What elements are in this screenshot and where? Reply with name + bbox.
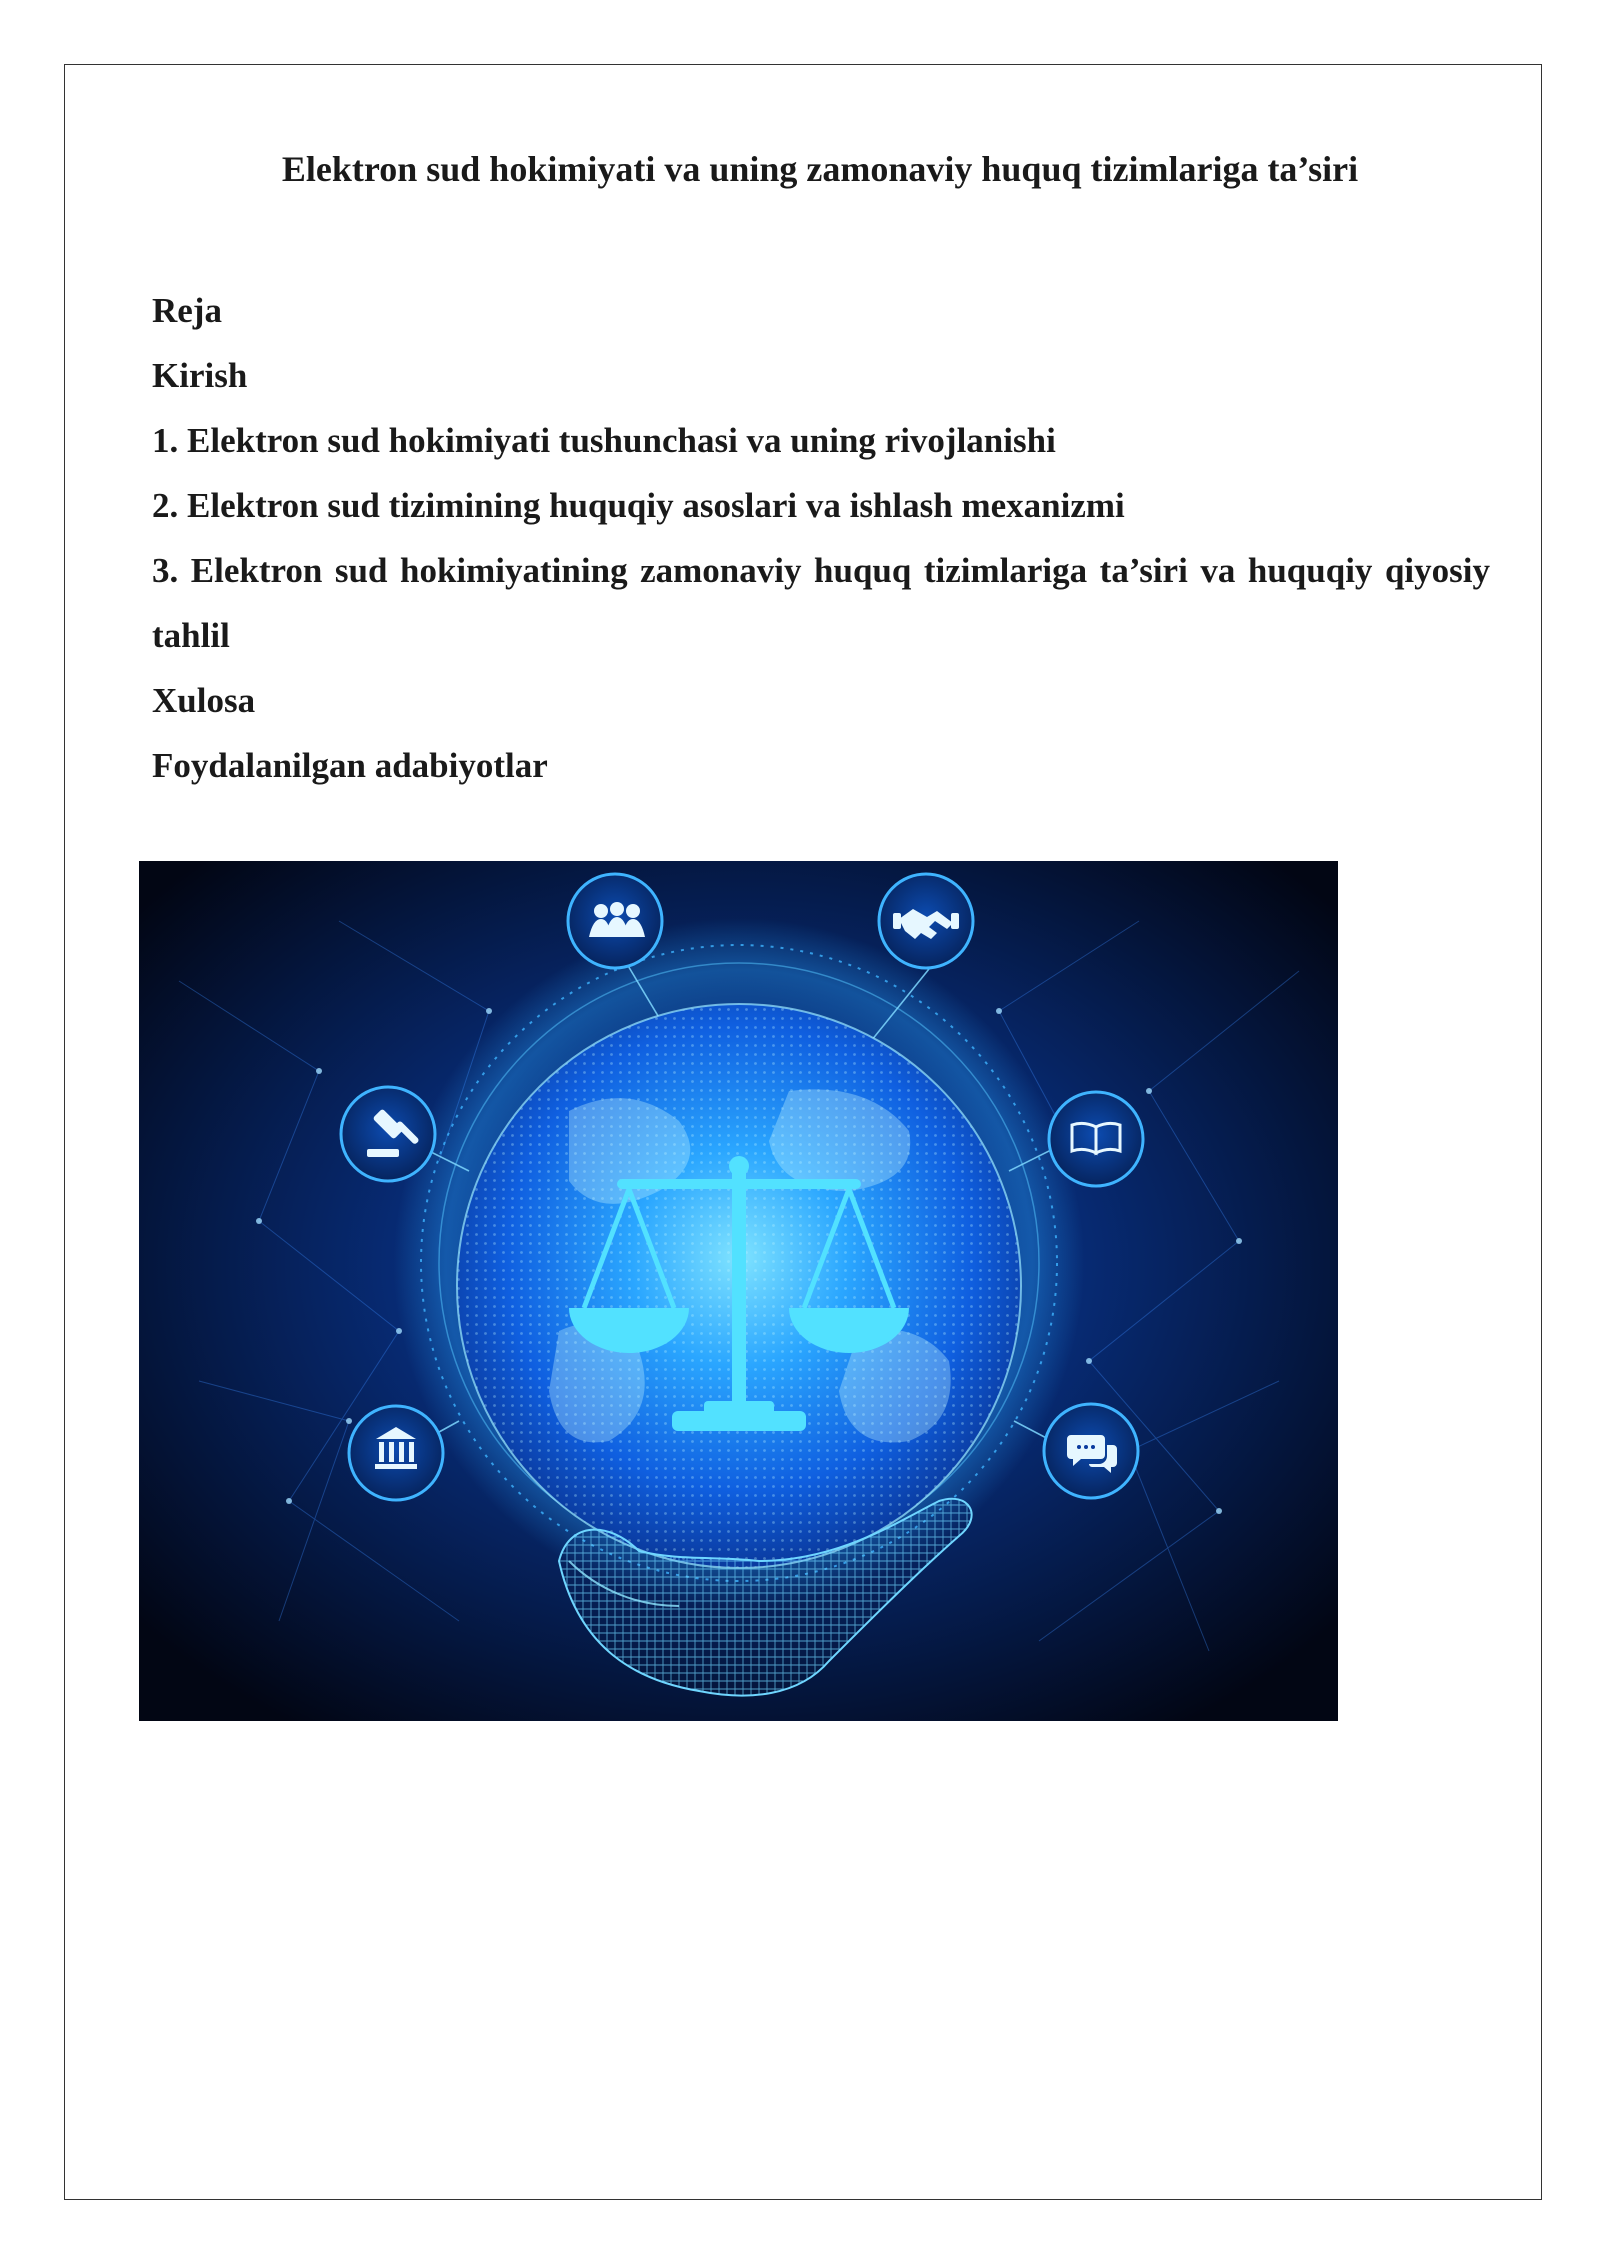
book-icon xyxy=(1049,1092,1143,1186)
illustration-canvas xyxy=(139,861,1338,1721)
plan-item-chapter-3: 3. Elektron sud hokimiyatining zamonaviy huquq tizimlariga ta’siri va huquqiy qiyosiy tahlil xyxy=(152,551,1490,655)
plan-heading: Reja xyxy=(152,291,222,330)
chat-icon xyxy=(1044,1404,1138,1498)
plan-item-conclusion: Xulosa xyxy=(152,681,256,720)
courthouse-icon xyxy=(349,1406,443,1500)
plan-item-references: Foydalanilgan adabiyotlar xyxy=(152,746,548,785)
plan-item-chapter-1: 1. Elektron sud hokimiyati tushunchasi va uning rivojlanishi xyxy=(152,421,1056,460)
plan-item-introduction: Kirish xyxy=(152,356,248,395)
handshake-icon xyxy=(879,874,973,968)
plan-item-chapter-2: 2. Elektron sud tizimining huquqiy asoslari va ishlash mexanizmi xyxy=(152,486,1125,525)
people-icon xyxy=(568,874,662,968)
plan-section xyxy=(152,278,1490,798)
justice-globe-illustration xyxy=(139,861,1338,1721)
document-title: Elektron sud hokimiyati va uning zamonaviy huquq tizimlariga ta’siri xyxy=(281,149,1359,189)
gavel-icon xyxy=(341,1087,435,1181)
